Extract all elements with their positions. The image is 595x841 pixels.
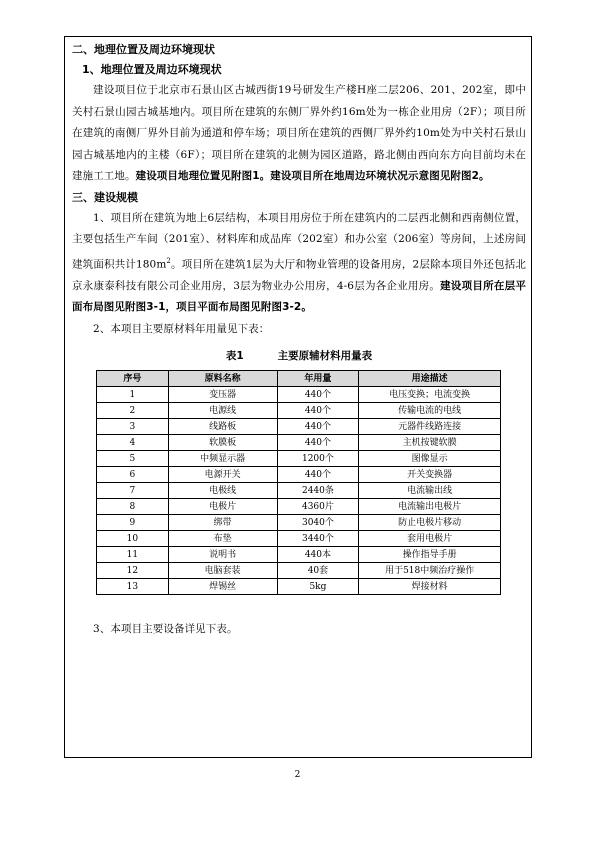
cell-material-name: 软膜板 xyxy=(168,435,277,451)
section-2-paragraph-bold: 建设项目地理位置见附图1。建设项目所在地周边环境状况示意图见附图2。 xyxy=(135,170,490,182)
cell-index: 7 xyxy=(97,483,169,499)
cell-material-name: 布垫 xyxy=(168,531,277,547)
section-2-paragraph-text: 建设项目位于北京市石景山区古城西街19号研发生产楼H座二层206、201、202室，即中关村石景山园古城基地内。项目所在建筑的东侧厂界外约16m处为一栋企业用房（2F）；项目所在建筑的南侧厂界外目前为通道和停车场；项目所在建筑的西侧厂界外约10m处为中关村石景山园古城基地内的主楼（6F）；项目所在建筑的北侧为园区道路，路北侧由西向东方向目前均未在建施工工地。 xyxy=(72,84,526,182)
section-3-paragraph-1-text-b: 。项目所在建筑1层为大厅和物业管理的设备用房，2层除本项目外还包括北京永康泰科技有限公司企业用房，3层为物业办公用房，4-6层为各企业用房。 xyxy=(72,258,526,292)
section-2-subheading: 1、地理位置及周边环境现状 xyxy=(82,63,222,76)
cell-material-name: 绑带 xyxy=(168,515,277,531)
cell-annual-usage: 440个 xyxy=(277,387,359,403)
document-content xyxy=(72,40,526,641)
table-row xyxy=(97,515,501,531)
cell-index: 3 xyxy=(97,419,169,435)
cell-annual-usage: 3440个 xyxy=(277,531,359,547)
header-material-name: 原料名称 xyxy=(168,371,277,387)
cell-annual-usage: 440个 xyxy=(277,435,359,451)
materials-table xyxy=(96,370,501,595)
cell-material-name: 线路板 xyxy=(168,419,277,435)
cell-material-name: 电极片 xyxy=(168,499,277,515)
section-3-paragraph-1 xyxy=(72,208,526,319)
cell-annual-usage: 5kg xyxy=(277,579,359,595)
cell-annual-usage: 4360片 xyxy=(277,499,359,515)
cell-usage-description: 操作指导手册 xyxy=(359,547,501,563)
table-row xyxy=(97,531,501,547)
cell-usage-description: 电压变换；电流变换 xyxy=(359,387,501,403)
cell-annual-usage: 1200个 xyxy=(277,451,359,467)
table-caption-title: 主要原辅材料用量表 xyxy=(277,350,373,362)
table-row xyxy=(97,403,501,419)
cell-index: 12 xyxy=(97,563,169,579)
table-caption-number: 表1 xyxy=(225,350,244,362)
table-header-row xyxy=(97,371,501,387)
table-row xyxy=(97,419,501,435)
table-row xyxy=(97,387,501,403)
cell-usage-description: 电流输出电极片 xyxy=(359,499,501,515)
header-index: 序号 xyxy=(97,371,169,387)
table-body xyxy=(97,387,501,595)
cell-usage-description: 传输电流的电线 xyxy=(359,403,501,419)
cell-usage-description: 用于518中频治疗操作 xyxy=(359,563,501,579)
section-3-paragraph-1-text-a: 1、项目所在建筑为地上6层结构，本项目用房位于所在建筑内的二层西北侧和西南侧位置，主要包括生产车间（201室）、材料库和成品库（202室）和办公室（206室）等房间，上述房间建筑面积共计180m xyxy=(72,211,526,270)
cell-index: 13 xyxy=(97,579,169,595)
table-row xyxy=(97,579,501,595)
cell-material-name: 变压器 xyxy=(168,387,277,403)
table-row xyxy=(97,563,501,579)
cell-annual-usage: 40套 xyxy=(277,563,359,579)
cell-annual-usage: 2440条 xyxy=(277,483,359,499)
section-3-paragraph-2: 2、本项目主要原材料年用量见下表： xyxy=(93,322,270,335)
section-3-paragraph-3: 3、本项目主要设备详见下表。 xyxy=(93,623,238,635)
cell-index: 2 xyxy=(97,403,169,419)
cell-index: 10 xyxy=(97,531,169,547)
table-row xyxy=(97,547,501,563)
cell-annual-usage: 3040个 xyxy=(277,515,359,531)
cell-material-name: 电源开关 xyxy=(168,467,277,483)
cell-index: 11 xyxy=(97,547,169,563)
cell-usage-description: 电流输出线 xyxy=(359,483,501,499)
table-row xyxy=(97,435,501,451)
table-row xyxy=(97,499,501,515)
cell-usage-description: 图像显示 xyxy=(359,451,501,467)
section-3-heading: 三、建设规模 xyxy=(72,190,138,204)
header-annual-usage: 年用量 xyxy=(277,371,359,387)
cell-material-name: 中频显示器 xyxy=(168,451,277,467)
table-caption xyxy=(72,348,526,364)
cell-material-name: 电源线 xyxy=(168,403,277,419)
table-row xyxy=(97,467,501,483)
cell-usage-description: 主机按键软膜 xyxy=(359,435,501,451)
section-2-paragraph xyxy=(72,80,526,188)
cell-index: 9 xyxy=(97,515,169,531)
table-row xyxy=(97,483,501,499)
cell-usage-description: 防止电极片移动 xyxy=(359,515,501,531)
cell-index: 1 xyxy=(97,387,169,403)
cell-annual-usage: 440个 xyxy=(277,403,359,419)
cell-annual-usage: 440本 xyxy=(277,547,359,563)
cell-usage-description: 套用电极片 xyxy=(359,531,501,547)
cell-annual-usage: 440个 xyxy=(277,467,359,483)
cell-index: 8 xyxy=(97,499,169,515)
cell-annual-usage: 440个 xyxy=(277,419,359,435)
cell-material-name: 电极线 xyxy=(168,483,277,499)
page-number: 2 xyxy=(294,770,301,780)
cell-index: 4 xyxy=(97,435,169,451)
cell-material-name: 电脑套装 xyxy=(168,563,277,579)
cell-material-name: 焊锡丝 xyxy=(168,579,277,595)
table-row xyxy=(97,451,501,467)
area-unit-superscript: 2 xyxy=(166,256,171,265)
cell-index: 5 xyxy=(97,451,169,467)
cell-usage-description: 开关变换器 xyxy=(359,467,501,483)
section-2-heading: 二、地理位置及周边环境现状 xyxy=(72,43,215,56)
section-3-paragraph-1-bold: 建设项目所在层平面布局图见附图3-1，项目平面布局图见附图3-2。 xyxy=(72,279,526,313)
cell-material-name: 说明书 xyxy=(168,547,277,563)
cell-usage-description: 焊接材料 xyxy=(359,579,501,595)
cell-usage-description: 元器件线路连接 xyxy=(359,419,501,435)
header-usage-description: 用途描述 xyxy=(359,371,501,387)
cell-index: 6 xyxy=(97,467,169,483)
